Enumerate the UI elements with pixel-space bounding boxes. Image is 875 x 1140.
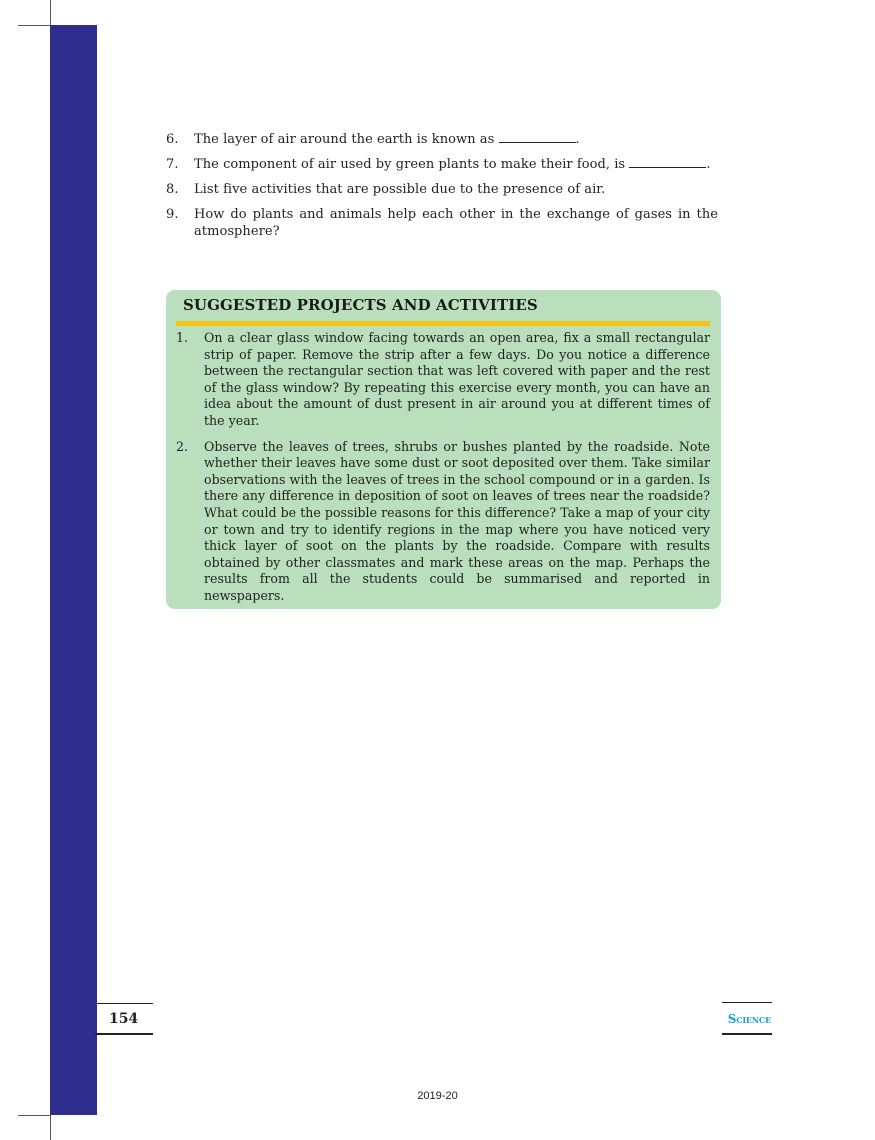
project-item <box>176 439 710 605</box>
project-number: 1. <box>176 330 189 345</box>
project-item <box>176 330 710 430</box>
question-text: The component of air used by green plants to make their food, is <box>194 157 630 172</box>
crop-mark-bottom <box>18 1115 50 1116</box>
question-item <box>166 206 718 240</box>
question-item: 7. The component of air used by green plants to make their food, is . <box>166 157 711 172</box>
project-text: Observe the leaves of trees, shrubs or bushes planted by the roadside. Note whether their leaves have some dust or soot deposited over them. Take similar observations with the leaves of trees in the school compound or in a garden. Is there any difference in deposition of soot on leaves of trees near the roadside? What could be the possible reasons for this difference? Take a map of your city or town and try to identify regions in the map where you have noticed very thick layer of soot on the plants by the roadside. Compare with results obtained by other classmates and mark these areas on the map. Perhaps the results from all the students could be summarised and reported in newspapers. <box>204 438 710 603</box>
subject-label: Science <box>727 1012 771 1026</box>
question-number: 8. <box>166 182 179 197</box>
page-number-box <box>95 1003 153 1035</box>
question-number: 9. <box>166 207 179 222</box>
edition-year: 2019-20 <box>417 1090 458 1102</box>
question-text: List five activities that are possible due to the presence of air. <box>194 182 606 197</box>
subject-label-box <box>722 1002 772 1035</box>
question-item <box>166 181 718 198</box>
question-text: How do plants and animals help each other in the exchange of gases in the atmosphere? <box>194 207 718 239</box>
question-number: 6. <box>166 132 179 147</box>
question-number: 7. <box>166 157 179 172</box>
title-underline-rule <box>176 321 710 326</box>
page-number: 154 <box>109 1011 139 1027</box>
question-text: The layer of air around the earth is known as <box>194 132 499 147</box>
project-number: 2. <box>176 438 189 454</box>
fill-blank <box>499 131 576 143</box>
exercise-questions <box>166 131 718 248</box>
question-item: 6. The layer of air around the earth is known as . <box>166 132 580 147</box>
fill-blank <box>629 156 706 168</box>
side-color-band <box>50 25 97 1115</box>
projects-title: SUGGESTED PROJECTS AND ACTIVITIES <box>183 296 538 314</box>
projects-list <box>176 330 710 614</box>
project-text: On a clear glass window facing towards an open area, fix a small rectangular strip of paper. Remove the strip after a few days. Do you notice a difference between the rectangular section that was left covered with paper and the rest of the glass window? By repeating this exercise every month, you can have an idea about the amount of dust present in air around you at different times of the year. <box>204 330 710 428</box>
projects-box <box>166 290 721 609</box>
crop-mark-top <box>18 25 50 26</box>
